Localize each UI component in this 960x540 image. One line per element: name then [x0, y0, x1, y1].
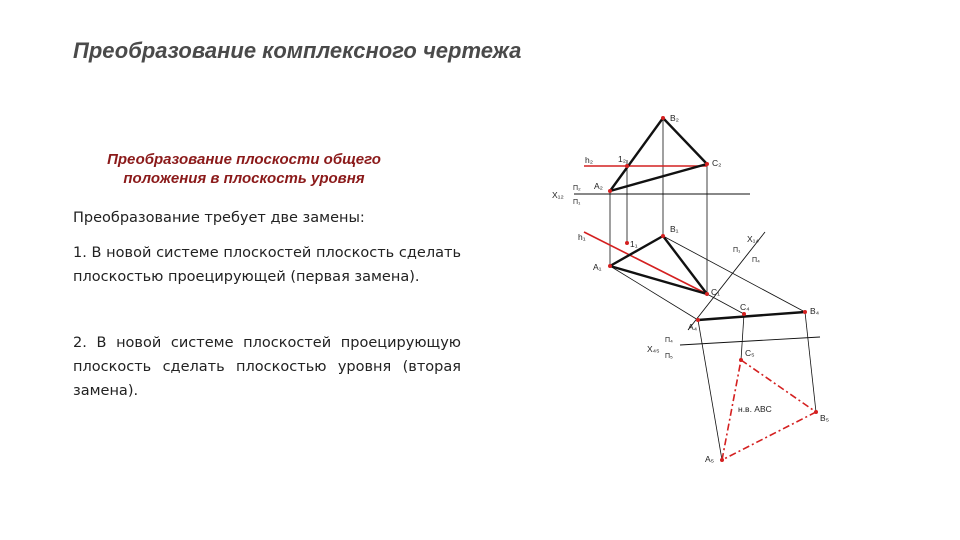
- point-b4: [803, 310, 807, 314]
- label-c4: C₄: [740, 302, 750, 312]
- label-1-2: 1₂: [618, 154, 627, 164]
- link-a-5: [698, 320, 722, 460]
- triangle-projections: [610, 118, 805, 320]
- label-h1: h₁: [578, 232, 586, 242]
- slide-title: Преобразование комплексного чертежа: [73, 38, 522, 63]
- label-c5: C₅: [745, 348, 755, 358]
- link-a-new: [610, 266, 698, 320]
- label-p1-axis-2: П₁: [733, 247, 741, 254]
- triangle-horizontal: [610, 236, 707, 294]
- label-true-size: н.в. ABC: [738, 404, 772, 414]
- label-a2: A₂: [594, 181, 603, 191]
- step-two-paragraph: 2. В новой системе плоскостей проецирующую плоскость сделать плоскостью уровня (вторая замена).: [73, 335, 461, 399]
- point-b2: [661, 116, 665, 120]
- label-x12: X₁₂: [552, 190, 564, 200]
- label-c1: C₁: [711, 287, 721, 297]
- intro-paragraph: Преобразование требует две замены:: [73, 210, 365, 226]
- label-x14: X₁₄: [747, 234, 760, 244]
- label-p2-axis: П₂: [573, 185, 581, 192]
- point-b5: [814, 410, 818, 414]
- link-b-5: [805, 312, 816, 412]
- label-x45: X₄₅: [647, 344, 660, 354]
- true-size-side-ba: [722, 412, 816, 460]
- label-a1: A₁: [593, 262, 602, 272]
- label-b2: B₂: [670, 113, 679, 123]
- horizontal-h1: [584, 232, 707, 294]
- slide-subtitle: Преобразование плоскости общего положения в плоскость уровня: [107, 151, 381, 187]
- link-c-new: [707, 294, 744, 314]
- label-c2: C₂: [712, 158, 722, 168]
- point-a2: [608, 189, 612, 193]
- label-b5: B₅: [820, 413, 830, 423]
- point-1-1: [625, 241, 629, 245]
- point-c1: [705, 292, 709, 296]
- point-c4: [742, 312, 746, 316]
- point-c2: [705, 162, 709, 166]
- label-p1-axis: П₁: [573, 199, 581, 206]
- label-h2: h₂: [585, 155, 594, 165]
- label-p4-axis-2: П₄: [665, 337, 673, 344]
- label-a4: A₄: [688, 322, 698, 332]
- point-1-2: [625, 164, 629, 168]
- point-b1: [661, 234, 665, 238]
- link-c-5: [741, 314, 744, 360]
- label-p5-axis: П₅: [665, 353, 673, 360]
- label-a5: A₅: [705, 454, 715, 464]
- step-one-paragraph: 1. В новой системе плоскостей плоскость сделать плоскостью проецирующей (первая замена).: [73, 245, 461, 285]
- label-1-1: 1₁: [630, 239, 638, 249]
- point-a1: [608, 264, 612, 268]
- point-a5: [720, 458, 724, 462]
- triangle-edge-view: [698, 312, 805, 320]
- label-p4-axis: П₄: [752, 257, 760, 264]
- label-b4: B₄: [810, 306, 820, 316]
- construction-diagram: [540, 100, 880, 540]
- label-b1: B₁: [670, 224, 679, 234]
- point-c5: [739, 358, 743, 362]
